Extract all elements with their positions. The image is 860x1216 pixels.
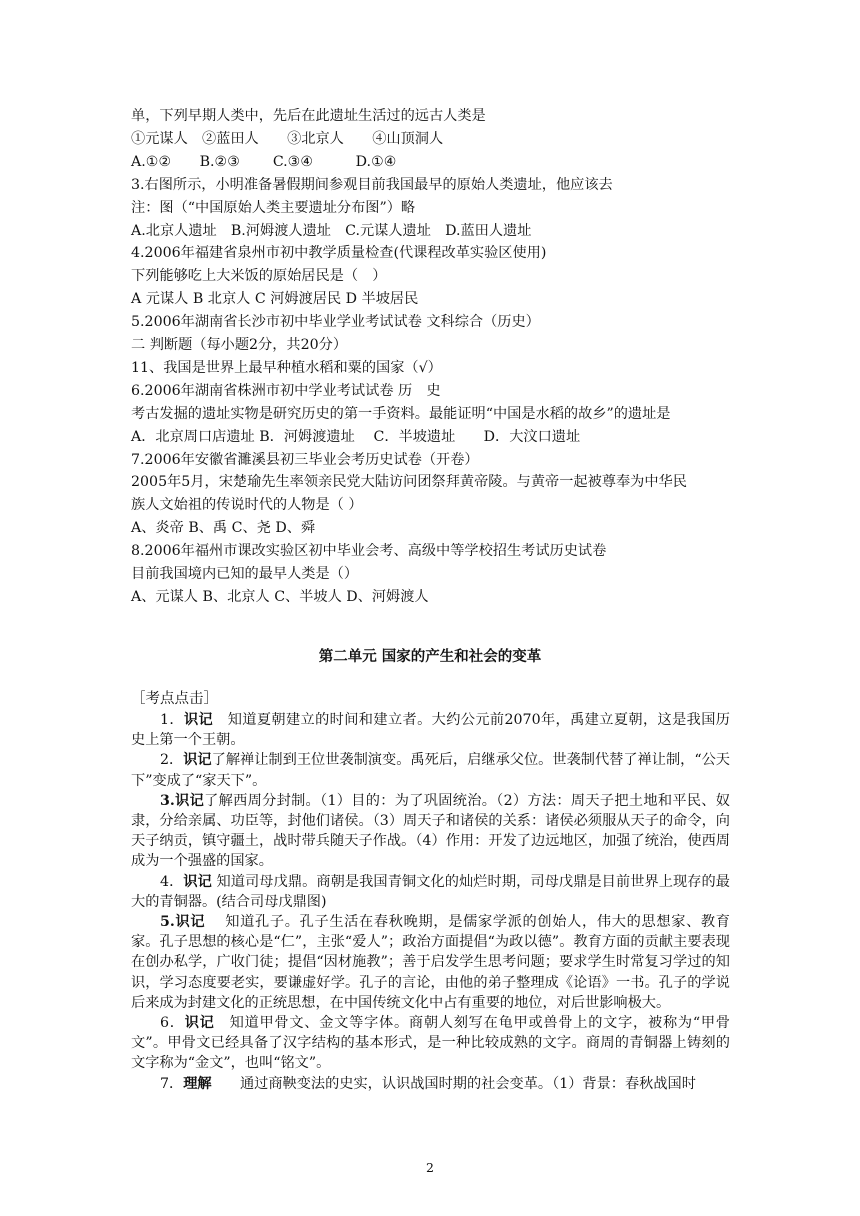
question-line: 2005年5月，宋楚瑜先生率领亲民党大陆访问团祭拜黄帝陵。与黄帝一起被尊奉为中华民 (131, 474, 687, 491)
question-line: 4.2006年福建省泉州市初中教学质量检查(代课程改革实验区使用) (131, 245, 547, 262)
key-point-number: 3. (160, 792, 175, 809)
question-line: A、元谋人 B、北京人 C、半坡人 D、河姆渡人 (131, 588, 429, 605)
key-point-number: 4． (160, 873, 184, 890)
question-line: A.北京人遗址 B.河姆渡人遗址 C.元谋人遗址 D.蓝田人遗址 (131, 222, 532, 239)
question-line: 目前我国境内已知的最早人类是（） (131, 566, 359, 582)
question-line: 11、我国是世界上最早种植水稻和粟的国家（√） (131, 359, 442, 376)
question-line: 考古发掘的遗址实物是研究历史的第一手资料。最能证明“中国是水稻的故乡”的遗址是 (131, 405, 671, 422)
key-point-item (131, 1013, 730, 1074)
key-point-item (131, 791, 730, 872)
key-point-number: 1． (160, 712, 184, 728)
key-points-list (131, 710, 730, 1094)
key-point-keyword: 识记 (183, 752, 212, 769)
question-line: 5.2006年湖南省长沙市初中毕业学业考试试卷 文科综合（历史） (131, 314, 540, 331)
key-point-text: 知道孔子。孔子生活在春秋晚期，是儒家学派的创始人，伟大的思想家、教育家。孔子思想的核心是“仁”，主张“爱人”；政治方面提倡“为政以德”。教育方面的贡献主要表现在创办私学，广收门徒；提倡“因材施教”；善于启发学生思考问题；要求学生时常复习学过的知识，学习态度要老实，要谦虚好学。孔子的言论，由他的弟子整理成《论语》一书。孔子的学说后来成为封建文化的正统思想，在中国传统文化中占有重要的地位，对后世影响极大。 (131, 914, 730, 1011)
key-point-item (131, 1074, 730, 1094)
question-line: A．北京周口店遗址 B．河姆渡遗址 C．半坡遗址 D．大汶口遗址 (131, 428, 581, 445)
question-line: 注：图（“中国原始人类主要遗址分布图”）略 (131, 199, 416, 216)
key-point-text: 知道夏朝建立的时间和建立者。大约公元前2070年，禹建立夏朝，这是我国历史上第一个王朝。 (131, 712, 730, 749)
question-line: 二 判断题（每小题2分，共20分） (131, 337, 348, 353)
key-point-text: 通过商鞅变法的史实，认识战国时期的社会变革。（1）背景：春秋战国时 (211, 1075, 696, 1092)
key-point-item (131, 912, 730, 1013)
question-line: A、炎帝 B、禹 C、尧 D、舜 (131, 520, 316, 537)
key-point-item (131, 710, 730, 750)
key-point-number: 6． (160, 1015, 185, 1032)
key-point-item (131, 750, 730, 790)
key-point-item (131, 872, 730, 912)
key-point-keyword: 理解 (183, 1075, 212, 1092)
key-point-text: 知道甲骨文、金文等字体。商朝人刻写在龟甲或兽骨上的文字，被称为“甲骨文”。甲骨文已经具备了汉字结构的基本形式，是一种比较成熟的文字。商周的青铜器上铸刻的文字称为“金文”，也叫“铭文”。 (131, 1015, 730, 1072)
question-line: 族人文始祖的传说时代的人物是（ ） (131, 497, 363, 514)
key-point-text: 知道司母戊鼎。商朝是我国青铜文化的灿烂时期，司母戊鼎是目前世界上现存的最大的青铜器。(结合司母戊鼎图) (131, 873, 730, 910)
unit-title: 第二单元 国家的产生和社会的变革 (318, 649, 542, 665)
key-point-keyword: 识记 (174, 792, 205, 809)
key-point-number: 2． (160, 752, 184, 769)
page-number: 2 (426, 1160, 434, 1175)
question-line: 下列能够吃上大米饭的原始居民是（ ） (131, 268, 387, 285)
key-point-keyword: 识记 (184, 1015, 215, 1032)
question-line: 3.右图所示，小明准备暑假期间参观目前我国最早的原始人类遗址，他应该去 (131, 176, 613, 193)
section-heading: ［考点点击］ (131, 691, 218, 707)
key-point-number: 5. (160, 914, 175, 931)
key-point-keyword: 识记 (183, 712, 214, 728)
question-line: 单，下列早期人类中，先后在此遗址生活过的远古人类是 (131, 108, 486, 124)
question-line: 6.2006年湖南省株洲市初中学业考试试卷 历 史 (131, 382, 441, 399)
question-line: 7.2006年安徽省濉溪县初三毕业会考历史试卷（开卷） (131, 451, 479, 468)
key-point-number: 7． (160, 1075, 184, 1092)
question-line: ①元谋人 ②蓝田人 ③北京人 ④山顶洞人 (131, 130, 444, 147)
key-point-keyword: 识记 (183, 873, 212, 890)
question-line: 8.2006年福州市课改实验区初中毕业会考、高级中等学校招生考试历史试卷 (131, 543, 607, 560)
question-line: A 元谋人 B 北京人 C 河姆渡居民 D 半坡居民 (131, 291, 419, 308)
question-line: A.①② B.②③ C.③④ D.①④ (131, 153, 397, 170)
key-point-keyword: 识记 (174, 914, 206, 931)
key-point-text: 了解西周分封制。（1）目的：为了巩固统治。（2）方法：周天子把土地和平民、奴隶，分给亲属、功臣等，封他们诸侯。（3）周天子和诸侯的关系：诸侯必须服从天子的命令，向天子纳贡，镇守疆土，战时带兵随天子作战。（4）作用：开发了边远地区，加强了统治，使西周成为一个强盛的国家。 (131, 792, 730, 870)
key-point-text: 了解禅让制到王位世袭制演变。禹死后，启继承父位。世袭制代替了禅让制，“公天下”变成了“家天下”。 (131, 752, 730, 789)
